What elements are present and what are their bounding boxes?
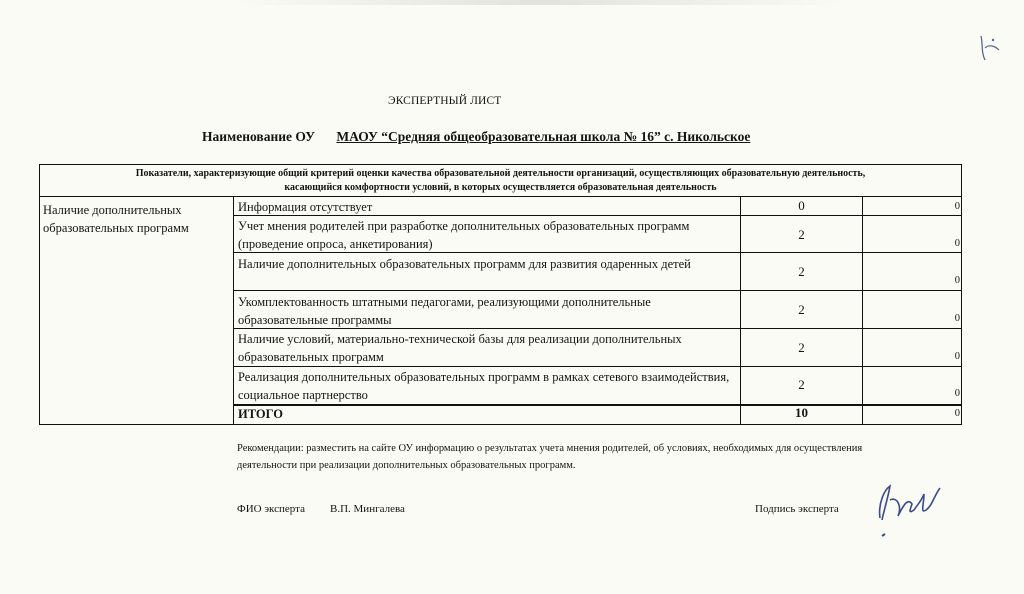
total-label: ИТОГО — [238, 407, 283, 421]
table-row-score: 0 — [954, 275, 960, 286]
table-row-indicator: Укомплектованность штатными педагогами, реализующими дополнительные образовательные программы — [238, 295, 651, 327]
table-row-score: 0 — [954, 238, 960, 249]
table-row-indicator: Наличие дополнительных образовательных программ для развития одаренных детей — [238, 257, 691, 271]
table-row-indicator: Наличие условий, материально-технической базы для реализации дополнительных образовательных программ — [238, 332, 682, 364]
table-row-divider — [233, 290, 962, 291]
scan-artifact — [230, 0, 850, 5]
table-row-divider — [233, 366, 962, 367]
table-row-score: 0 — [954, 313, 960, 324]
organization-name: МАОУ “Средняя общеобразовательная школа № 16” с. Никольское — [336, 129, 751, 144]
corner-mark — [975, 30, 1005, 64]
table-row-indicator: Информация отсутствует — [238, 200, 373, 214]
total-score: 0 — [954, 408, 960, 419]
table-divider — [233, 196, 234, 425]
table-row-value: 2 — [798, 377, 805, 392]
table-header-line-1: Показатели, характеризующие общий критерий оценки качества образовательной деятельности организаций, осуществляющих образовательную деятельность, — [135, 168, 866, 179]
table-row-value: 2 — [798, 340, 805, 355]
table-row-score: 0 — [954, 388, 960, 399]
expert-name-label: ФИО эксперта — [237, 503, 305, 515]
table-header-line-2: касающийся комфортности условий, в которых осуществляется образовательная деятельность — [284, 182, 717, 193]
organization-line — [202, 129, 750, 145]
table-row-value: 2 — [798, 302, 805, 317]
category-cell: Наличие дополнительных образовательных программ — [43, 203, 189, 235]
table-divider — [862, 196, 863, 425]
expert-name: В.П. Мингалева — [330, 503, 405, 515]
table-row-value: 2 — [798, 227, 805, 242]
handwritten-signature — [868, 474, 948, 546]
table-row-value: 0 — [798, 198, 805, 213]
table-row-indicator: Реализация дополнительных образовательных программ в рамках сетевого взаимодействия, социальное партнерство — [238, 370, 730, 402]
signature-label: Подпись эксперта — [755, 503, 839, 515]
recommendations-text: Рекомендации: разместить на сайте ОУ информацию о результатах учета мнения родителей, об условиях, необходимых для осуществления деятельности при реализации дополнительных образовательных программ. — [237, 443, 863, 471]
table-row-score: 0 — [954, 201, 960, 212]
organization-label: Наименование ОУ — [202, 129, 316, 144]
table-row-score: 0 — [954, 351, 960, 362]
table-row-value: 2 — [798, 264, 805, 279]
table-row-indicator: Учет мнения родителей при разработке дополнительных образовательных программ (проведение опроса, анкетирования) — [238, 219, 690, 251]
document-title: ЭКСПЕРТНЫЙ ЛИСТ — [388, 95, 502, 107]
total-value: 10 — [795, 405, 808, 420]
table-header — [39, 164, 962, 197]
